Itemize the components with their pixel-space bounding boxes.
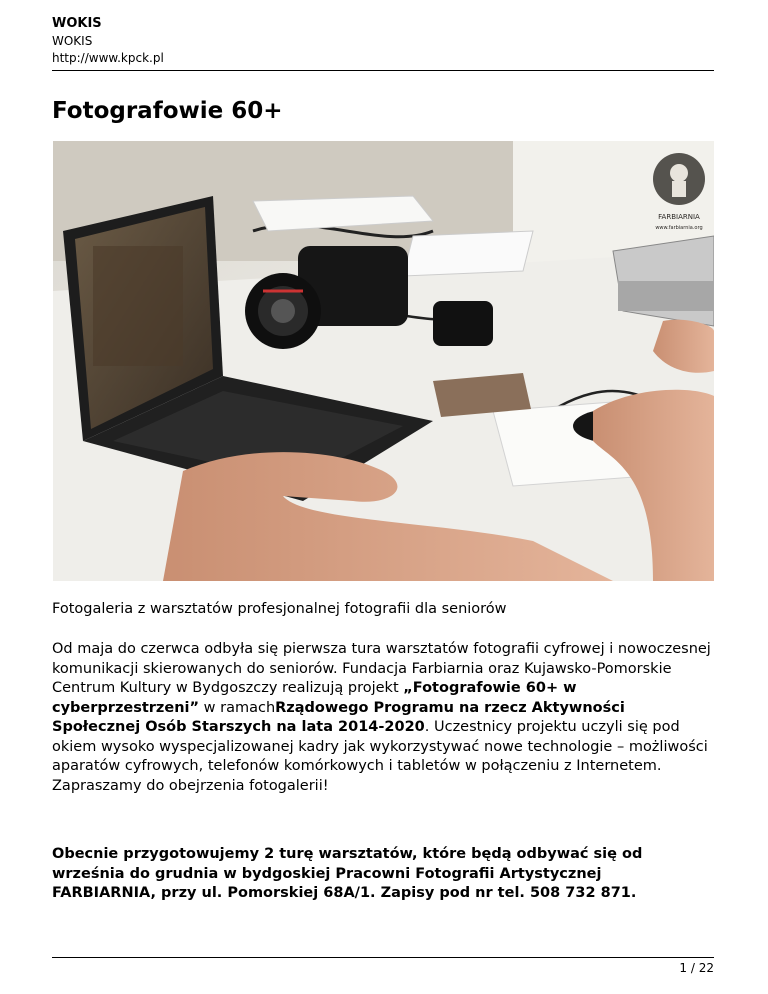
article-title: Fotografowie 60+ [52, 98, 283, 124]
footer-divider [52, 957, 714, 958]
photo-watermark-url: www.farbiarnia.org [655, 225, 703, 231]
photo-watermark-text: FARBIARNIA [658, 213, 700, 221]
body-text-1: Od maja do czerwca odbyła się pierwsza tura warsztatów fotografii cyfrowej i nowoczesnej komunikacji skierowanych do seniorów. Fundacja Farbiarnia oraz Kujawsko-Pomorskie Centrum Kultury w Bydgoszczy realizują projekt [52, 641, 711, 696]
project-name-bold: „Fotografowie 60+ w cyberprzestrzeni” [52, 680, 577, 716]
page-indicator: 1 / 22 [679, 961, 714, 975]
article-photo [53, 141, 714, 581]
body-text-3: . Uczestnicy projektu uczyli się pod okiem wysoko wyspecjalizowanej kadry jak wykorzystywać nowe technologie – możliwości aparatów cyfrowych, telefonów komórkowych i tabletów w połączeniu z Internetem. Zapraszamy do obejrzenia fotogalerii! [52, 719, 708, 794]
enrollment-notice: Obecnie przygotowujemy 2 turę warsztatów, które będą odbywać się od września do grudnia w bydgoskiej Pracowni Fotografii Artystycznej FARBIARNIA, przy ul. Pomorskiej 68A/1. Zapisy pod nr tel. 508 732 871. [52, 846, 643, 901]
header-site-subtitle: WOKIS [52, 34, 93, 48]
body-text-2: w ramach [199, 699, 276, 716]
header-site-name: WOKIS [52, 16, 102, 31]
header-divider [52, 70, 714, 71]
photo-caption: Fotogaleria z warsztatów profesjonalnej fotografii dla seniorów [52, 601, 507, 617]
program-name-bold: Rządowego Programu na rzecz Aktywności Społecznej Osób Starszych na lata 2014-2020 [52, 699, 625, 735]
header-url: http://www.kpck.pl [52, 51, 164, 65]
article-body [52, 640, 714, 796]
